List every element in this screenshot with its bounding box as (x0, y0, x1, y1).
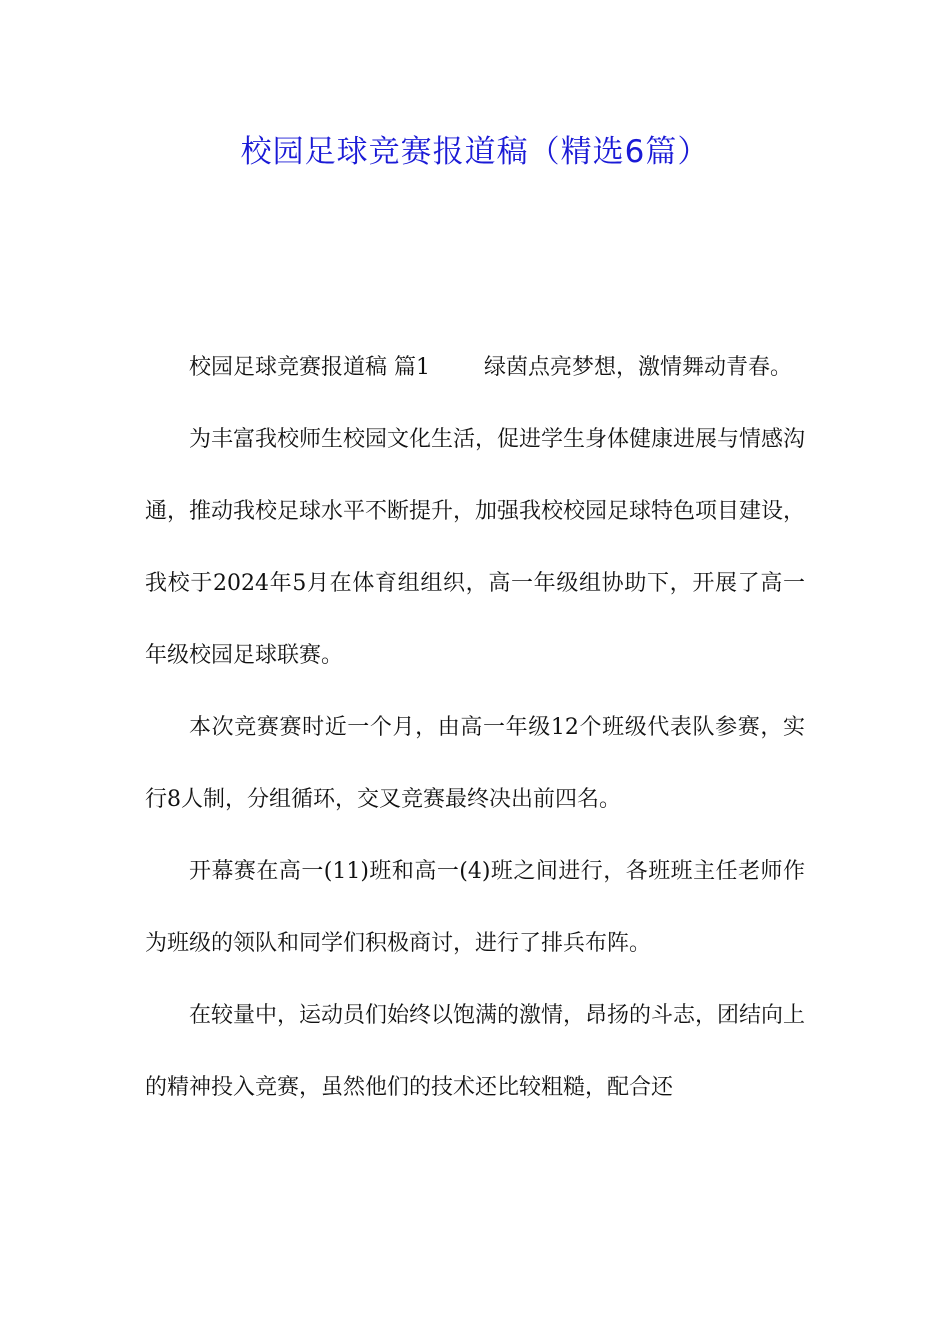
document-body (145, 332, 805, 1124)
paragraph-4: 在较量中，运动员们始终以饱满的激情，昂扬的斗志，团结向上的精神投入竞赛，虽然他们的技术还比较粗糙，配合还 (145, 1003, 806, 1100)
paragraph-2: 本次竞赛赛时近一个月，由高一年级12个班级代表队参赛，实行8人制，分组循环，交叉竞赛最终决出前四名。 (145, 715, 805, 812)
section-subtitle: 绿茵点亮梦想，激情舞动青春。 (484, 355, 793, 380)
section-heading: 校园足球竞赛报道稿 篇1 (189, 355, 430, 380)
section-heading-paragraph (145, 332, 805, 404)
document-title: 校园足球竞赛报道稿（精选6篇） (240, 134, 710, 170)
paragraph-3: 开幕赛在高一(11)班和高一(4)班之间进行，各班班主任老师作为班级的领队和同学们积极商讨，进行了排兵布阵。 (145, 859, 805, 956)
paragraph-1: 为丰富我校师生校园文化生活，促进学生身体健康进展与情感沟通，推动我校足球水平不断提升，加强我校校园足球特色项目建设，我校于2024年5月在体育组组织，高一年级组协助下，开展了高一年级校园足球联赛。 (145, 427, 806, 668)
